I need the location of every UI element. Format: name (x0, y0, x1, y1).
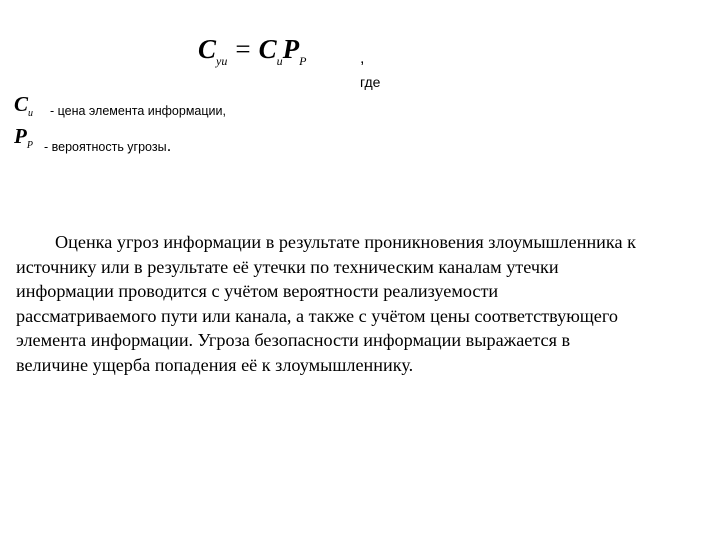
paragraph-line: Оценка угроз информации в результате проникновения злоумышленника к (55, 232, 636, 252)
definition-end-mark: . (166, 136, 172, 155)
paragraph-line: величине ущерба попадения её к злоумышленнику. (16, 354, 414, 375)
formula-rhs-symbol-1: C (258, 34, 277, 64)
formula-equals: = (235, 34, 251, 64)
definition-text-pp (44, 136, 171, 156)
definition-text-ci (50, 104, 226, 118)
formula-comma: , (360, 50, 365, 67)
paragraph-line: источнику или в результате её утечки по техническим каналам утечки (16, 256, 559, 277)
cost-formula (198, 34, 306, 69)
definition-text: - цена элемента информации, (50, 104, 226, 118)
definition-subscript: и (28, 108, 34, 119)
paragraph-line: рассматриваемого пути или канала, а также с учётом цены соответствующего (16, 305, 618, 326)
definition-symbol: P (14, 124, 27, 148)
definition-text: - вероятность угрозы (44, 140, 167, 154)
definition-symbol: C (14, 92, 29, 116)
threat-assessment-paragraph (16, 230, 688, 378)
definition-subscript: P (26, 140, 33, 151)
paragraph-line: информации проводится с учётом вероятности реализуемости (16, 281, 499, 302)
definition-symbol-ci (14, 92, 33, 119)
formula-rhs-subscript-1: и (276, 54, 283, 68)
definition-symbol-pp (14, 124, 33, 151)
formula-rhs-subscript-2: P (299, 54, 307, 68)
formula-rhs-symbol-2: P (282, 34, 300, 64)
paragraph-line: элемента информации. Угроза безопасности информации выражается в (16, 330, 571, 351)
where-label: где (360, 74, 381, 90)
formula-lhs-subscript: уи (216, 54, 228, 68)
formula-lhs-symbol: C (198, 34, 217, 64)
